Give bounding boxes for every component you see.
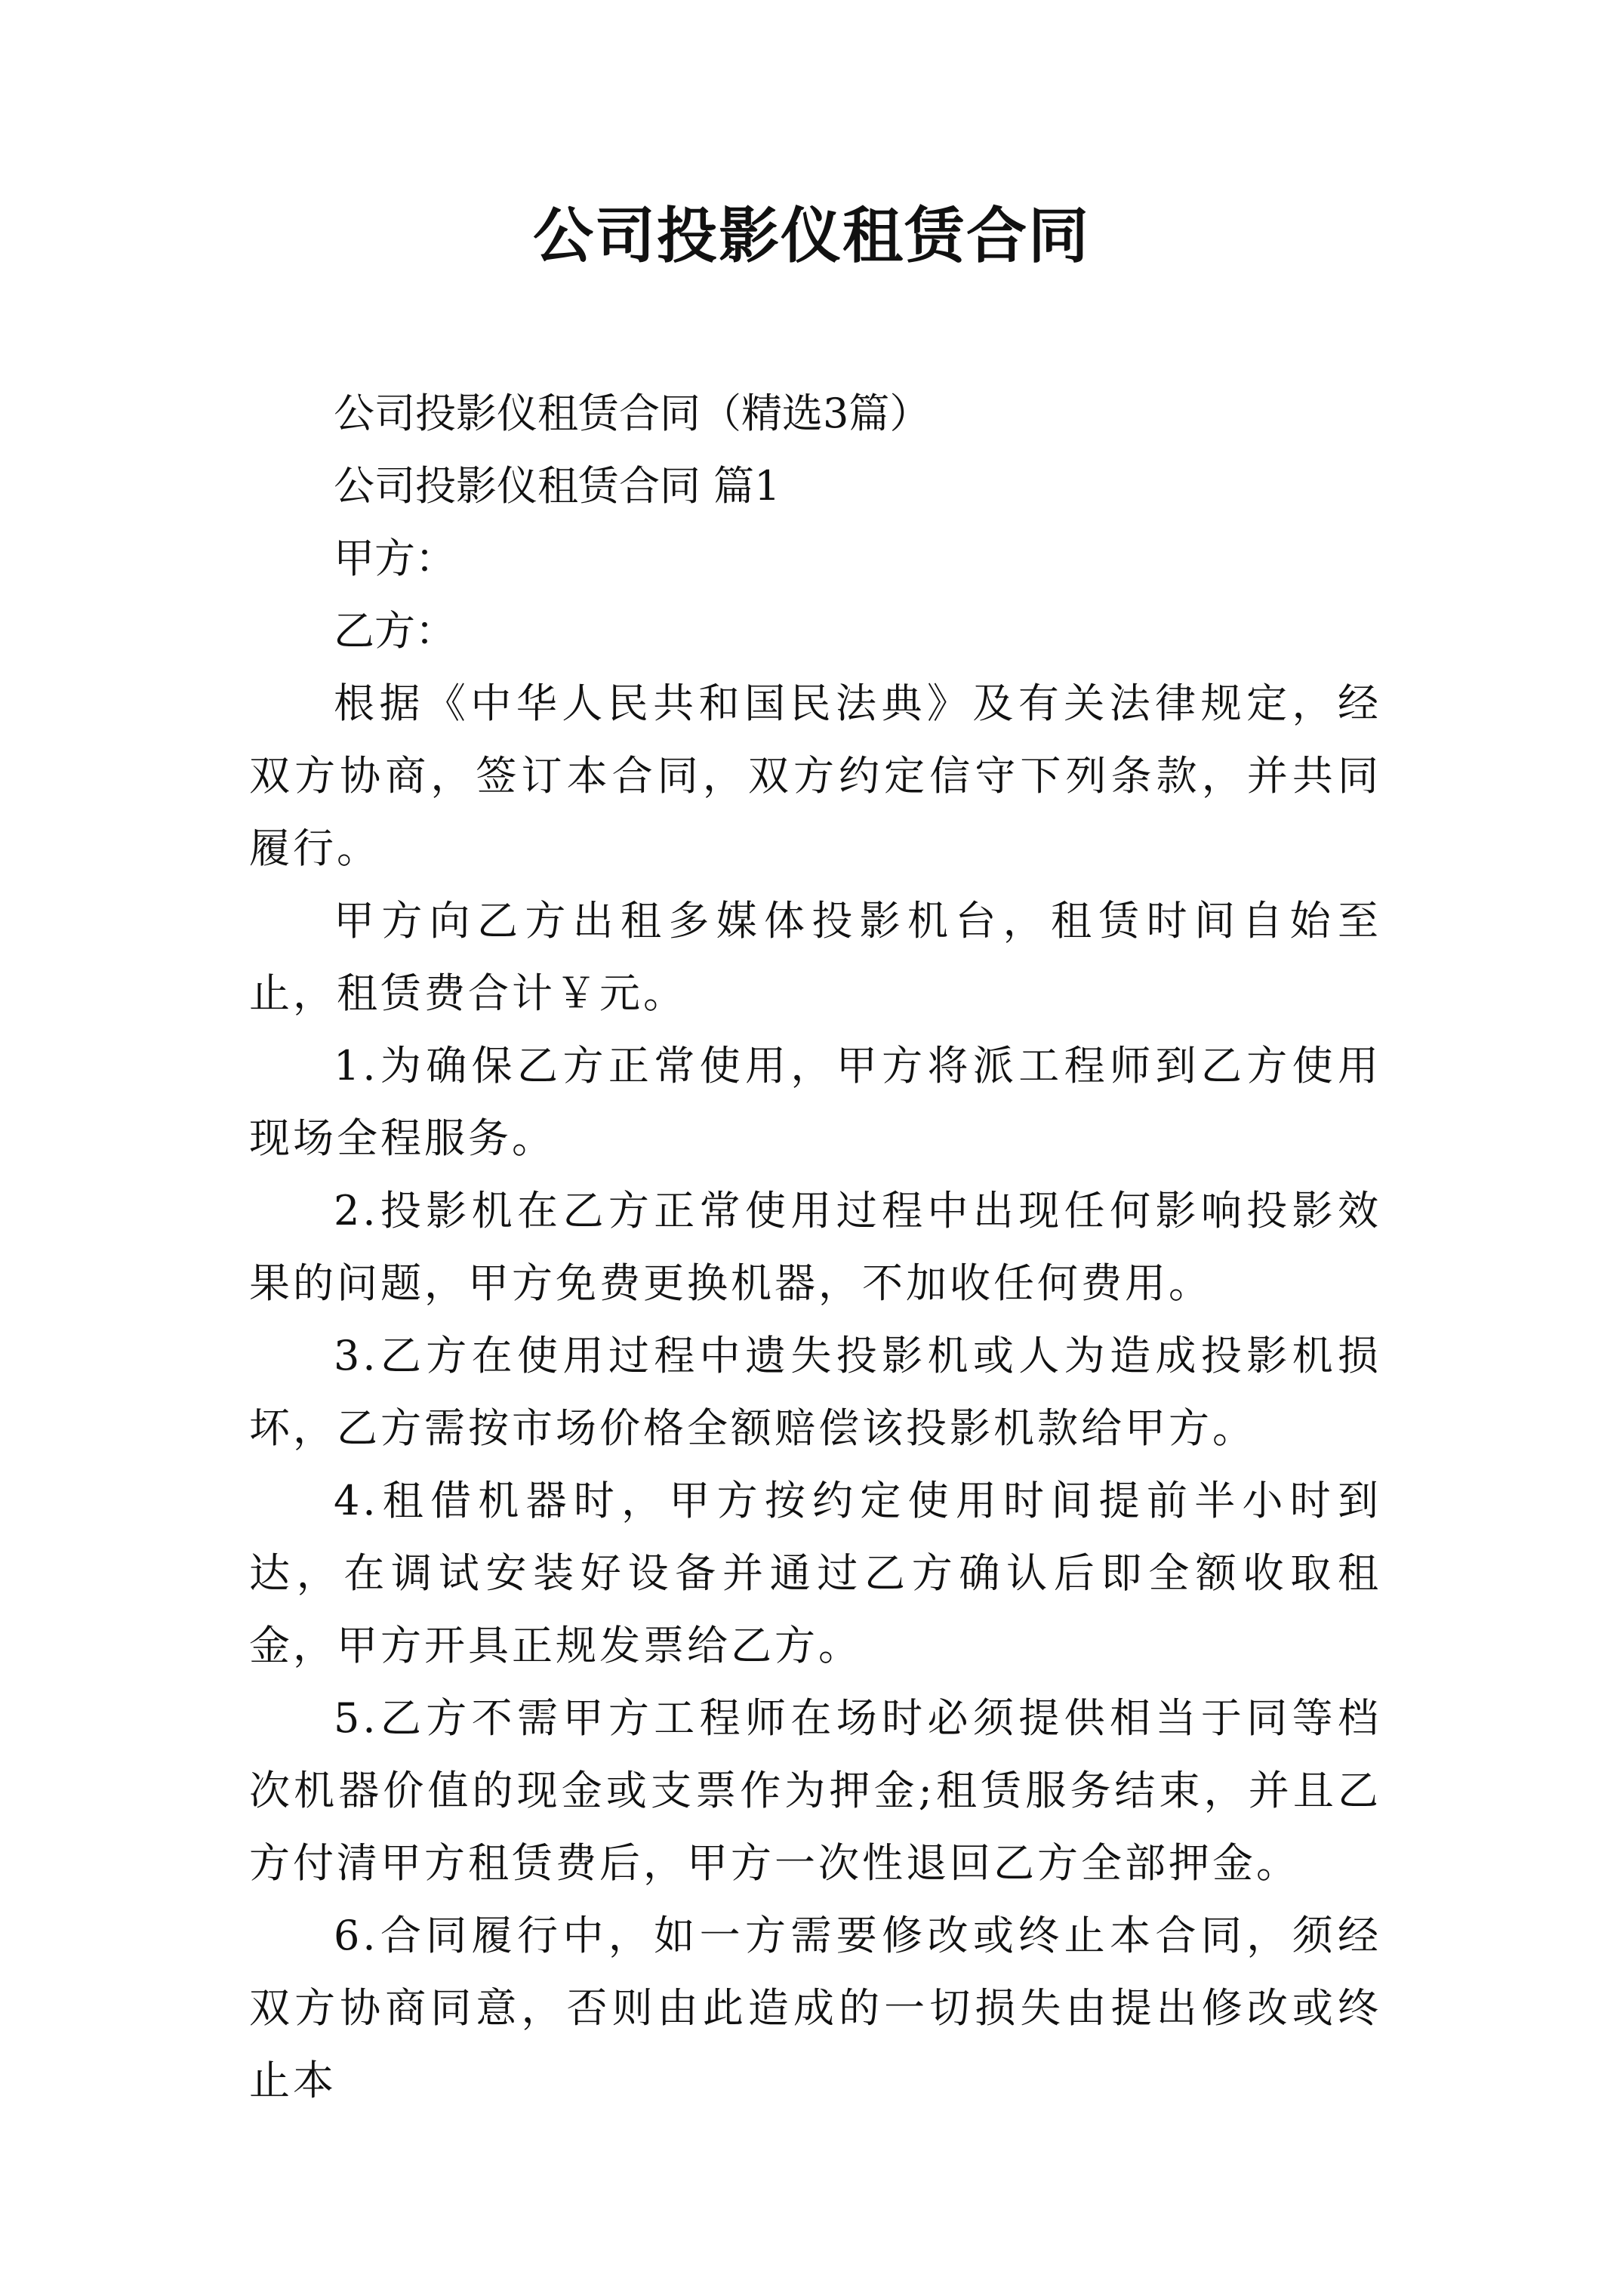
clause-4: 4.租借机器时，甲方按约定使用时间提前半小时到达，在调试安装好设备并通过乙方确认后即全额收取租金，甲方开具正规发票给乙方。 (249, 1477, 1381, 1669)
document-body (249, 378, 1381, 2117)
paragraph-preamble: 根据《中华人民共和国民法典》及有关法律规定，经双方协商，签订本合同，双方约定信守下列条款，并共同履行。 (249, 680, 1381, 872)
clause-2: 2.投影机在乙方正常使用过程中出现任何影响投影效果的问题，甲方免费更换机器，不加收任何费用。 (249, 1187, 1381, 1307)
clause-1: 1.为确保乙方正常使用，甲方将派工程师到乙方使用现场全程服务。 (249, 1042, 1381, 1162)
document-subtitle: 公司投影仪租赁合同（精选3篇） (334, 390, 931, 437)
clause-3: 3.乙方在使用过程中遗失投影机或人为造成投影机损坏，乙方需按市场价格全额赔偿该投影机款给甲方。 (249, 1332, 1381, 1452)
paragraph-rental-terms: 甲方向乙方出租多媒体投影机台，租赁时间自始至止，租赁费合计￥元。 (249, 897, 1381, 1017)
party-b-label: 乙方： (334, 607, 456, 655)
document-title: 公司投影仪租赁合同 (533, 200, 1090, 271)
clause-6: 6.合同履行中，如一方需要修改或终止本合同，须经双方协商同意，否则由此造成的一切损失由提出修改或终止本 (249, 1912, 1381, 2104)
section-heading: 公司投影仪租赁合同 篇1 (334, 462, 781, 510)
clause-5: 5.乙方不需甲方工程师在场时必须提供相当于同等档次机器价值的现金或支票作为押金;租赁服务结束，并且乙方付清甲方租赁费后，甲方一次性退回乙方全部押金。 (249, 1694, 1381, 1887)
party-a-label: 甲方： (334, 535, 456, 582)
